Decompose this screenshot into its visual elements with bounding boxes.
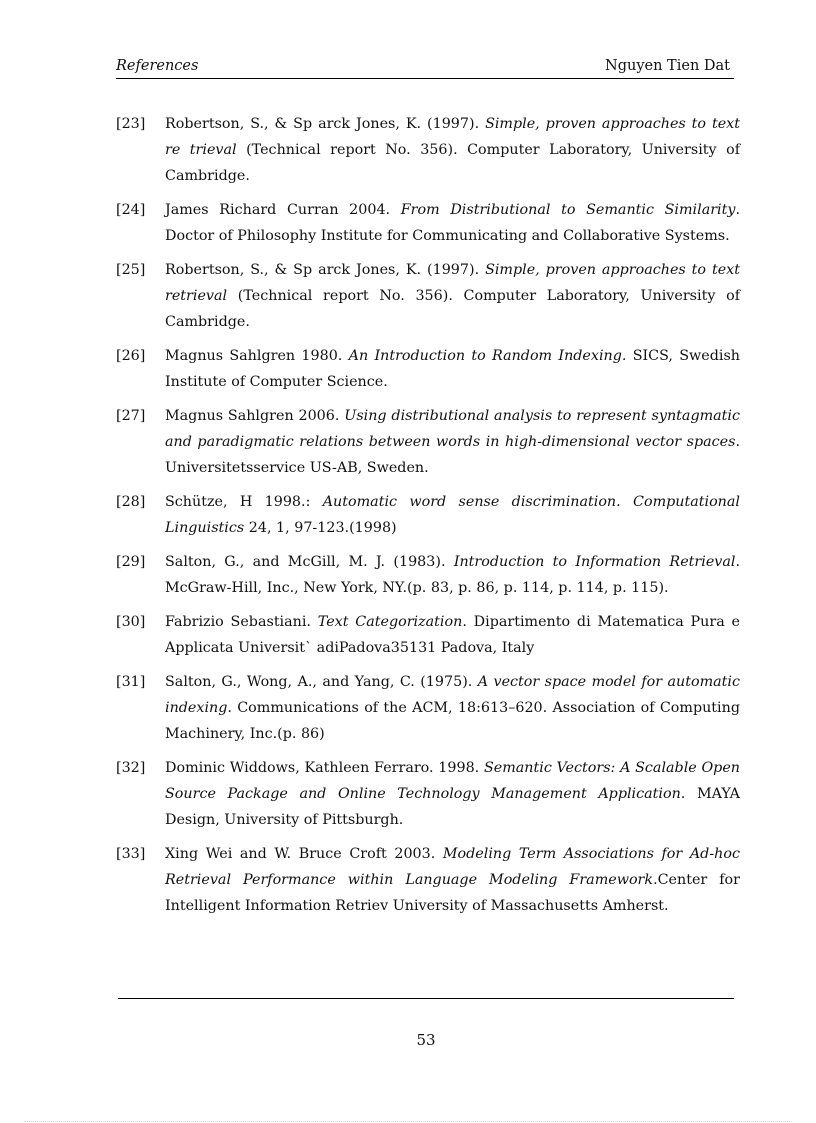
reference-authors: Magnus Sahlgren 2006. (165, 408, 345, 424)
running-header (116, 56, 734, 79)
reference-entry (116, 841, 740, 919)
header-section-title: References (116, 58, 199, 74)
reference-details: . MAYA Design, University of Pittsburgh. (165, 786, 740, 828)
reference-authors: Schütze, H 1998.: (165, 494, 323, 510)
header-author: Nguyen Tien Dat (605, 58, 730, 74)
reference-authors: Salton, G., and McGill, M. J. (1983). (165, 554, 454, 570)
reference-details: . Dipartimento di Matematica Pura e Applicata Universit` adiPadova35131 Padova, Italy (165, 614, 740, 656)
reference-number: [26] (116, 348, 146, 364)
reference-authors: Dominic Widdows, Kathleen Ferraro. 1998. (165, 760, 484, 776)
reference-text (165, 343, 740, 395)
reference-entry (116, 549, 740, 601)
reference-entry (116, 489, 740, 541)
reference-entry (116, 257, 740, 335)
reference-text (165, 755, 740, 833)
reference-number: [31] (116, 674, 146, 690)
reference-number: [28] (116, 494, 146, 510)
reference-details: . Universitetsservice US-AB, Sweden. (165, 434, 740, 476)
reference-details: 24, 1, 97-123.(1998) (244, 520, 397, 536)
reference-entry (116, 111, 740, 189)
footer-divider (118, 998, 734, 999)
reference-authors: James Richard Curran 2004. (165, 202, 401, 218)
reference-title: Semantic Vectors: A Scalable Open Source Package and Online Technology Management Application (165, 760, 740, 802)
reference-details: . McGraw-Hill, Inc., New York, NY.(p. 83, p. 86, p. 114, p. 114, p. 115). (165, 554, 740, 596)
reference-number: [29] (116, 554, 146, 570)
reference-entry (116, 403, 740, 481)
reference-details: (Technical report No. 356). Computer Laboratory, University of Cambridge. (165, 288, 740, 330)
reference-title: Introduction to Information Retrieval (453, 554, 736, 570)
page-bottom-border (24, 1121, 792, 1122)
reference-text (165, 549, 740, 601)
reference-authors: Robertson, S., & Sp arck Jones, K. (1997). (165, 116, 486, 132)
reference-text (165, 669, 740, 747)
reference-number: [30] (116, 614, 146, 630)
reference-number: [24] (116, 202, 146, 218)
reference-text (165, 609, 740, 661)
reference-number: [23] (116, 116, 146, 132)
reference-authors: Salton, G., Wong, A., and Yang, C. (1975). (165, 674, 478, 690)
reference-authors: Robertson, S., & Sp arck Jones, K. (1997). (165, 262, 486, 278)
reference-details: (Technical report No. 356). Computer Laboratory, University of Cambridge. (165, 142, 740, 184)
page-number: 53 (416, 1031, 436, 1049)
reference-authors: Xing Wei and W. Bruce Croft 2003. (165, 846, 443, 862)
reference-details: . Doctor of Philosophy Institute for Communicating and Collaborative Systems. (165, 202, 740, 244)
reference-title: An Introduction to Random Indexing (348, 348, 622, 364)
reference-number: [27] (116, 408, 146, 424)
reference-text (165, 197, 740, 249)
reference-entry (116, 669, 740, 747)
reference-number: [32] (116, 760, 146, 776)
reference-title: Modeling Term Associations for Ad-hoc Retrieval Performance within Language Modeling Framework (165, 846, 740, 888)
reference-text (165, 111, 740, 189)
reference-entry (116, 343, 740, 395)
reference-title: From Distributional to Semantic Similarity (400, 202, 736, 218)
reference-number: [33] (116, 846, 146, 862)
reference-title: Text Categorization (317, 614, 463, 630)
reference-text (165, 257, 740, 335)
reference-title: Automatic word sense discrimination. Computational Linguistics (165, 494, 740, 536)
reference-text (165, 403, 740, 481)
reference-entry (116, 197, 740, 249)
reference-authors: Magnus Sahlgren 1980. (165, 348, 349, 364)
reference-title: A vector space model for automatic indexing (165, 674, 740, 716)
reference-entry (116, 609, 740, 661)
reference-title: Simple, proven approaches to text retrieval (165, 262, 740, 304)
reference-entry (116, 755, 740, 833)
reference-authors: Fabrizio Sebastiani. (165, 614, 318, 630)
reference-list (116, 111, 740, 927)
reference-number: [25] (116, 262, 146, 278)
reference-text (165, 841, 740, 919)
reference-details: . SICS, Swedish Institute of Computer Science. (165, 348, 741, 390)
reference-details: .Center for Intelligent Information Retriev University of Massachusetts Amherst. (165, 872, 740, 914)
reference-details: . Communications of the ACM, 18:613–620. Association of Computing Machinery, Inc.(p. 86) (165, 700, 740, 742)
reference-title: Simple, proven approaches to text re trieval (165, 116, 740, 158)
reference-title: Using distributional analysis to represent syntagmatic and paradigmatic relations between words in high-dimensional vector spaces (165, 408, 740, 450)
reference-text (165, 489, 740, 541)
